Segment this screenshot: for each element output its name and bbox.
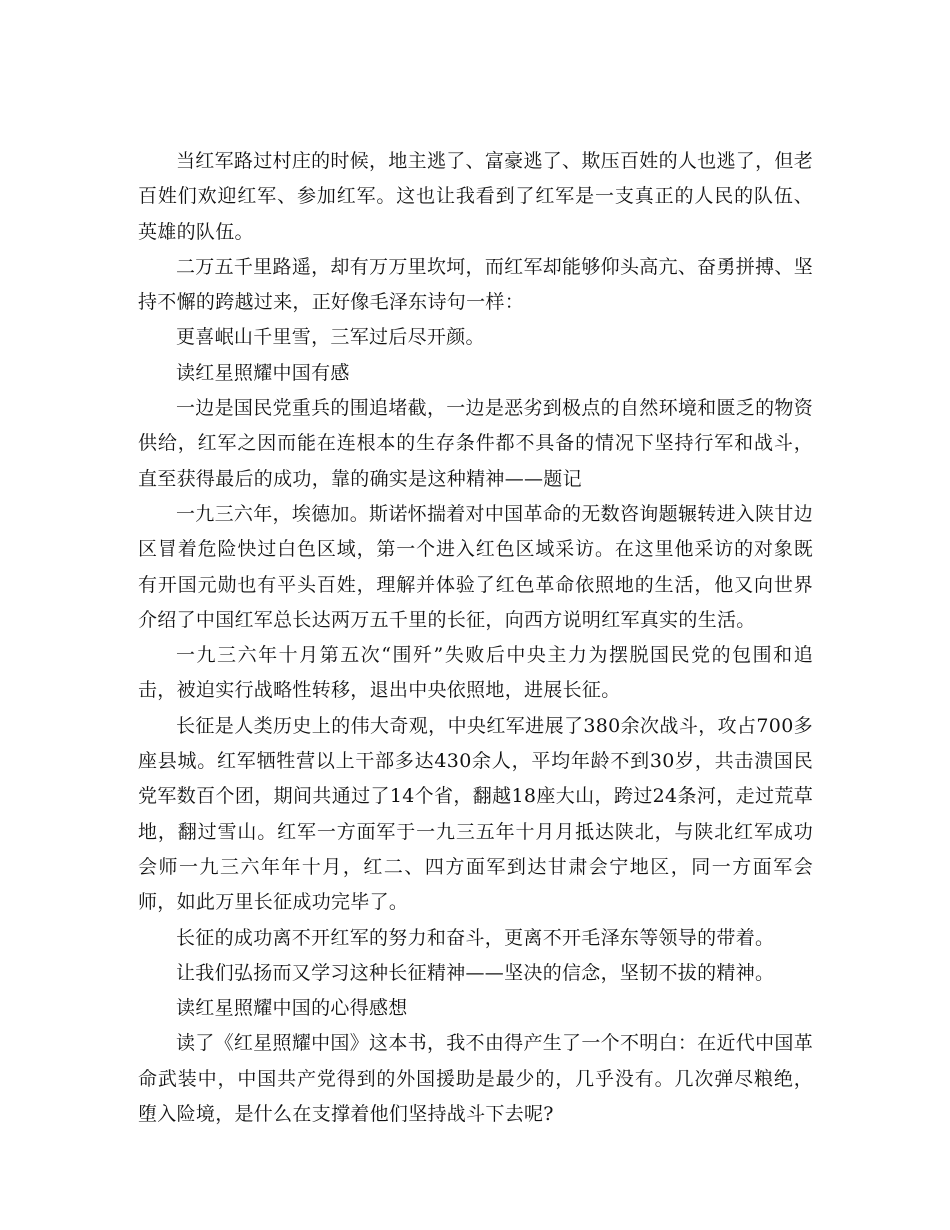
paragraph: 二万五千里路遥，却有万万里坎坷，而红军却能够仰头高亢、奋勇拼搏、坚持不懈的跨越过来，正好像毛泽东诗句一样： xyxy=(138,255,813,314)
paragraph: 一边是国民党重兵的围追堵截，一边是恶劣到极点的自然环境和匮乏的物资供给，红军之因而能在连根本的生存条件都不具备的情况下坚持行军和战斗，直至获得最后的成功，靠的确实是这种精神——题记 xyxy=(138,397,813,490)
paragraph: 让我们弘扬而又学习这种长征精神——坚决的信念，坚韧不拔的精神。 xyxy=(176,961,775,984)
section-heading: 读红星照耀中国的心得感想 xyxy=(176,997,408,1020)
paragraph: 长征是人类历史上的伟大奇观，中央红军进展了380余次战斗，攻占700多座县城。红军牺牲营以上干部多达430余人，平均年龄不到30岁，共击溃国民党军数百个团，期间共通过了14个省，翻越18座大山，跨过24条河，走过荒草地，翻过雪山。红军一方面军于一九三五年十月月抵达陕北，与陕北红军成功会师一九三六年年十月，红二、四方面军到达甘肃会宁地区，同一方面军会师，如此万里长征成功完毕了。 xyxy=(138,714,813,914)
paragraph: 一九三六年十月第五次“围歼”失败后中央主力为摆脱国民党的包围和追击，被迫实行战略性转移，退出中央依照地，进展长征。 xyxy=(138,644,813,702)
paragraph: 读了《红星照耀中国》这本书，我不由得产生了一个不明白：在近代中国革命武装中，中国共产党得到的外国援助是最少的，几乎没有。几次弹尽粮绝，堕入险境，是什么在支撑着他们坚持战斗下去呢? xyxy=(138,1032,813,1126)
paragraph: 长征的成功离不开红军的努力和奋斗，更离不开毛泽东等领导的带着。 xyxy=(176,926,775,949)
document-body xyxy=(138,144,813,1132)
section-heading: 读红星照耀中国有感 xyxy=(176,361,350,384)
poem-line: 更喜岷山千里雪，三军过后尽开颜。 xyxy=(176,326,485,349)
paragraph: 一九三六年，埃德加。斯诺怀揣着对中国革命的无数咨询题辗转进入陕甘边区冒着危险快过白色区域，第一个进入红色区域采访。在这里他采访的对象既有开国元勋也有平头百姓，理解并体验了红色革命依照地的生活，他又向世界介绍了中国红军总长达两万五千里的长征，向西方说明红军真实的生活。 xyxy=(138,502,813,631)
paragraph: 当红军路过村庄的时候，地主逃了、富豪逃了、欺压百姓的人也逃了，但老百姓们欢迎红军、参加红军。这也让我看到了红军是一支真正的人民的队伍、英雄的队伍。 xyxy=(138,150,813,243)
